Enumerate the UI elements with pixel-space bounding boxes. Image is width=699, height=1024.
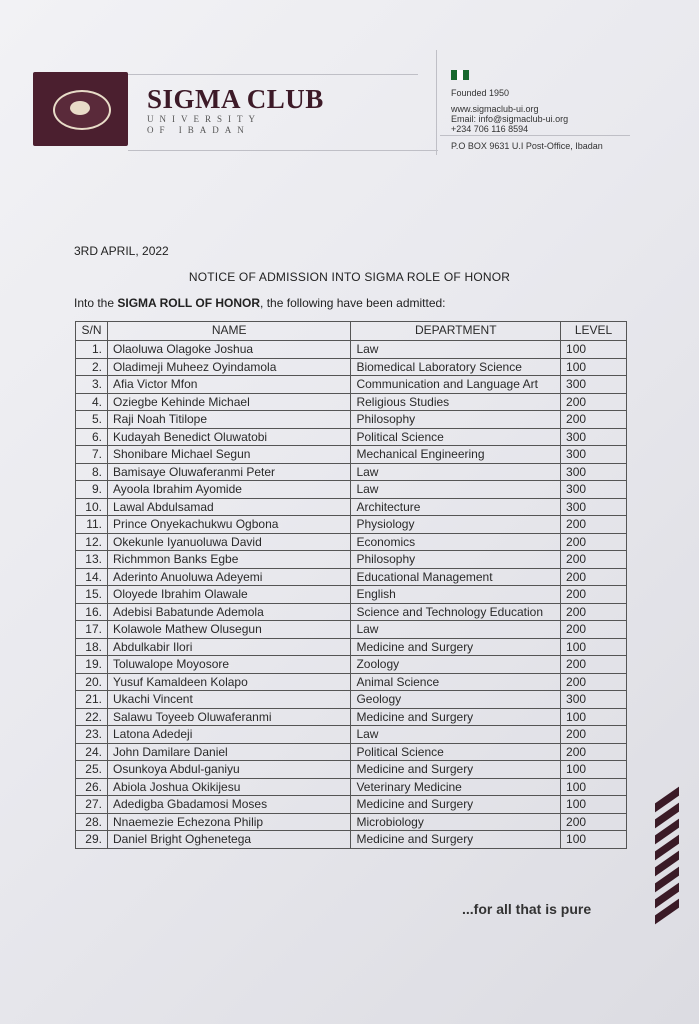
table-row [76,498,627,516]
row-sn: 23. [76,726,108,744]
row-department: English [351,586,561,604]
header-level: LEVEL [561,322,627,341]
table-row [76,341,627,359]
row-level: 300 [561,463,627,481]
row-name: Okekunle Iyanuoluwa David [107,533,350,551]
row-name: Aderinto Anuoluwa Adeyemi [107,568,350,586]
row-sn: 9. [76,481,108,499]
row-sn: 10. [76,498,108,516]
row-level: 300 [561,376,627,394]
row-level: 100 [561,778,627,796]
club-name: SIGMA CLUB [147,84,324,114]
table-row [76,656,627,674]
row-name: Lawal Abdulsamad [107,498,350,516]
table-row [76,428,627,446]
row-name: Salawu Toyeeb Oluwaferanmi [107,708,350,726]
row-name: Yusuf Kamaldeen Kolapo [107,673,350,691]
row-name: Raji Noah Titilope [107,411,350,429]
row-department: Law [351,481,561,499]
row-name: Richmmon Banks Egbe [107,551,350,569]
row-sn: 22. [76,708,108,726]
row-sn: 5. [76,411,108,429]
table-body [76,341,627,849]
row-sn: 24. [76,743,108,761]
row-name: Shonibare Michael Segun [107,446,350,464]
table-header-row [76,322,627,341]
row-department: Veterinary Medicine [351,778,561,796]
decorative-stripes [655,795,681,925]
row-department: Political Science [351,743,561,761]
row-sn: 6. [76,428,108,446]
row-name: John Damilare Daniel [107,743,350,761]
header-sn: S/N [76,322,108,341]
row-department: Medicine and Surgery [351,638,561,656]
row-name: Afia Victor Mfon [107,376,350,394]
row-sn: 4. [76,393,108,411]
table-row [76,516,627,534]
row-sn: 12. [76,533,108,551]
table-row [76,446,627,464]
table-row [76,813,627,831]
table-row [76,533,627,551]
row-level: 300 [561,691,627,709]
university-name: UNIVERSITY OF IBADAN [147,114,261,135]
row-sn: 15. [76,586,108,604]
row-level: 100 [561,831,627,849]
po-box-text: P.O BOX 9631 U.I Post-Office, Ibadan [451,141,603,151]
document-date: 3RD APRIL, 2022 [74,244,169,258]
table-row [76,358,627,376]
table-row [76,376,627,394]
row-name: Daniel Bright Oghenetega [107,831,350,849]
row-sn: 16. [76,603,108,621]
row-sn: 13. [76,551,108,569]
table-row [76,393,627,411]
row-name: Oloyede Ibrahim Olawale [107,586,350,604]
row-name: Ayoola Ibrahim Ayomide [107,481,350,499]
table-row [76,726,627,744]
row-name: Kolawole Mathew Olusegun [107,621,350,639]
row-level: 300 [561,498,627,516]
row-department: Religious Studies [351,393,561,411]
row-department: Law [351,341,561,359]
row-department: Architecture [351,498,561,516]
row-sn: 20. [76,673,108,691]
row-sn: 11. [76,516,108,534]
row-name: Bamisaye Oluwaferanmi Peter [107,463,350,481]
row-department: Physiology [351,516,561,534]
row-level: 100 [561,358,627,376]
table-row [76,411,627,429]
row-level: 200 [561,533,627,551]
row-level: 200 [561,551,627,569]
row-sn: 27. [76,796,108,814]
club-logo [33,72,128,146]
phone-text: +234 706 116 8594 [451,124,529,134]
table-row [76,796,627,814]
table-row [76,481,627,499]
row-department: Law [351,621,561,639]
row-department: Law [351,463,561,481]
row-department: Science and Technology Education [351,603,561,621]
row-sn: 26. [76,778,108,796]
row-department: Philosophy [351,551,561,569]
row-sn: 3. [76,376,108,394]
row-level: 200 [561,586,627,604]
row-department: Medicine and Surgery [351,761,561,779]
row-level: 200 [561,743,627,761]
row-name: Abiola Joshua Okikijesu [107,778,350,796]
founded-text: Founded 1950 [451,88,510,98]
row-level: 200 [561,568,627,586]
row-name: Oziegbe Kehinde Michael [107,393,350,411]
intro-text: Into the SIGMA ROLL OF HONOR, the following have been admitted: [74,296,446,310]
club-motto: ...for all that is pure [462,901,592,917]
row-sn: 1. [76,341,108,359]
row-sn: 2. [76,358,108,376]
header-department: DEPARTMENT [351,322,561,341]
row-name: Toluwalope Moyosore [107,656,350,674]
table-row [76,551,627,569]
row-name: Nnaemezie Echezona Philip [107,813,350,831]
row-level: 200 [561,656,627,674]
table-row [76,691,627,709]
row-level: 100 [561,761,627,779]
row-name: Prince Onyekachukwu Ogbona [107,516,350,534]
row-name: Osunkoya Abdul-ganiyu [107,761,350,779]
row-sn: 17. [76,621,108,639]
row-level: 300 [561,446,627,464]
row-sn: 7. [76,446,108,464]
row-level: 100 [561,796,627,814]
email-text: Email: info@sigmaclub-ui.org [451,114,569,124]
table-row [76,568,627,586]
table-row [76,603,627,621]
row-department: Mechanical Engineering [351,446,561,464]
row-department: Philosophy [351,411,561,429]
row-department: Medicine and Surgery [351,796,561,814]
row-sn: 29. [76,831,108,849]
row-sn: 19. [76,656,108,674]
row-department: Microbiology [351,813,561,831]
table-row [76,621,627,639]
row-level: 200 [561,411,627,429]
honor-roll-table [75,321,627,849]
row-department: Communication and Language Art [351,376,561,394]
row-department: Law [351,726,561,744]
row-level: 100 [561,708,627,726]
row-department: Biomedical Laboratory Science [351,358,561,376]
divider [436,50,437,155]
table-row [76,831,627,849]
row-name: Abdulkabir Ilori [107,638,350,656]
row-level: 200 [561,393,627,411]
row-name: Olaoluwa Olagoke Joshua [107,341,350,359]
website-text: www.sigmaclub-ui.org [451,104,539,114]
university-seal-icon [53,90,111,130]
row-sn: 18. [76,638,108,656]
row-level: 200 [561,621,627,639]
row-sn: 21. [76,691,108,709]
row-level: 100 [561,341,627,359]
row-department: Medicine and Surgery [351,708,561,726]
table-row [76,638,627,656]
row-name: Oladimeji Muheez Oyindamola [107,358,350,376]
row-name: Ukachi Vincent [107,691,350,709]
row-department: Animal Science [351,673,561,691]
row-name: Latona Adedeji [107,726,350,744]
row-department: Economics [351,533,561,551]
table-row [76,708,627,726]
row-department: Geology [351,691,561,709]
row-department: Educational Management [351,568,561,586]
row-department: Political Science [351,428,561,446]
table-row [76,463,627,481]
divider [440,135,630,136]
row-level: 300 [561,481,627,499]
row-level: 200 [561,726,627,744]
notice-title: NOTICE OF ADMISSION INTO SIGMA ROLE OF HONOR [188,270,511,284]
table-row [76,586,627,604]
table-row [76,778,627,796]
row-level: 200 [561,516,627,534]
contact-info [451,88,568,134]
row-name: Adedigba Gbadamosi Moses [107,796,350,814]
row-name: Kudayah Benedict Oluwatobi [107,428,350,446]
row-level: 100 [561,638,627,656]
row-sn: 14. [76,568,108,586]
row-sn: 25. [76,761,108,779]
row-department: Zoology [351,656,561,674]
header-name: NAME [107,322,350,341]
table-row [76,673,627,691]
divider [128,150,438,151]
table-row [76,743,627,761]
row-level: 200 [561,603,627,621]
row-sn: 8. [76,463,108,481]
row-sn: 28. [76,813,108,831]
row-level: 200 [561,673,627,691]
row-level: 200 [561,813,627,831]
row-department: Medicine and Surgery [351,831,561,849]
table-row [76,761,627,779]
divider [128,74,418,75]
row-level: 300 [561,428,627,446]
row-name: Adebisi Babatunde Ademola [107,603,350,621]
nigeria-flag-icon [451,70,469,80]
